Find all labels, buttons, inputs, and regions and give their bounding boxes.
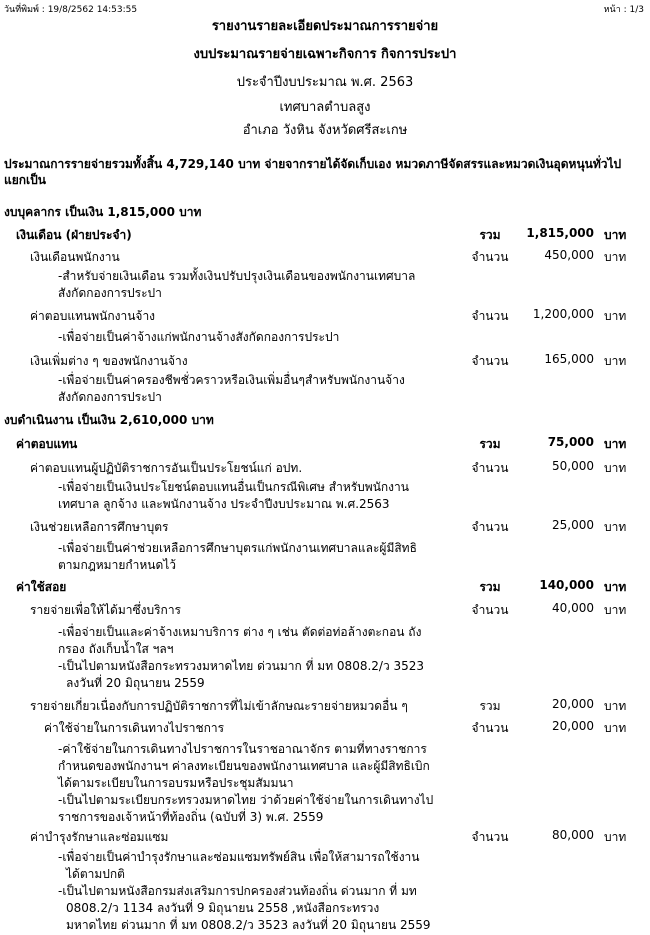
item-education-aid [0, 518, 650, 537]
row-label: เงินเพิ่มต่าง ๆ ของพนักงานจ้าง [30, 354, 188, 368]
note-line: ตามกฎหมายกำหนดไว้ [58, 558, 177, 572]
note-line: -เพื่อจ่ายเป็นค่าจ้างแก่พนักงานจ้างสังกัดกองการประปา [58, 330, 340, 344]
row-amount: 165,000 [544, 352, 594, 366]
row-keyword: จำนวน [471, 520, 509, 534]
note-line: -เป็นไปตามระเบียบกระทรวงมหาดไทย ว่าด้วยค่าใช้จ่ายในการเดินทางไป [58, 793, 434, 807]
row-keyword: รวม [479, 228, 501, 242]
row-amount: 140,000 [539, 578, 594, 592]
note-line: ลงวันที่ 20 มิถุนายน 2559 [66, 676, 205, 690]
page-number: หน้า : 1/3 [603, 5, 644, 15]
note-benefit-pay [58, 479, 458, 513]
item-maintenance [0, 828, 650, 847]
report-subtitle: งบประมาณรายจ่ายเฉพาะกิจการ กิจการประปา [193, 47, 457, 62]
note-line: -เป็นไปตามหนังสือกรมส่งเสริมการปกครองส่วนท้องถิ่น ด่วนมาก ที่ มท [58, 884, 417, 898]
note-line: สังกัดกองการประปา [58, 286, 162, 300]
section-label: งบดำเนินงาน เป็นเงิน 2,610,000 บาท [4, 413, 214, 427]
row-label: เงินเดือน (ฝ่ายประจำ) [16, 228, 132, 242]
item-staff-salary [0, 248, 650, 267]
row-label: ค่าตอบแทนผู้ปฏิบัติราชการอันเป็นประโยชน์แก่ อปท. [30, 461, 303, 475]
row-keyword: จำนวน [471, 603, 509, 617]
item-services [0, 601, 650, 620]
note-line: กรอง ถังเก็บน้ำใส ฯลฯ [58, 642, 174, 656]
note-line: ได้ตามปกติ [66, 867, 125, 881]
row-keyword: จำนวน [471, 309, 509, 323]
row-amount: 1,200,000 [532, 307, 594, 321]
row-unit: บาท [604, 250, 627, 264]
row-label: ค่าตอบแทนพนักงานจ้าง [30, 309, 156, 323]
fiscal-year: ประจำปีงบประมาณ พ.ศ. 2563 [236, 75, 414, 90]
municipality: เทศบาลตำบลสูง [279, 100, 371, 115]
row-unit: บาท [604, 721, 627, 735]
row-label: รายจ่ายเกี่ยวเนื่องกับการปฏิบัติราชการที่ไม่เข้าลักษณะรายจ่ายหมวดอื่น ๆ [30, 699, 408, 713]
row-amount: 40,000 [552, 601, 594, 615]
section-personnel [0, 203, 650, 222]
category-expenses [0, 578, 650, 597]
item-employee-allowance [0, 352, 650, 371]
row-amount: 75,000 [547, 435, 594, 449]
row-amount: 450,000 [544, 248, 594, 262]
item-benefit-pay [0, 459, 650, 478]
row-keyword: รวม [479, 437, 501, 451]
note-line: -ค่าใช้จ่ายในการเดินทางไปราชการในราชอาณาจักร ตามที่ทางราชการ [58, 742, 427, 756]
row-amount: 50,000 [552, 459, 594, 473]
row-unit: บาท [604, 520, 627, 534]
note-line: -เพื่อจ่ายเป็นค่าช่วยเหลือการศึกษาบุตรแก่พนักงานเทศบาลและผู้มีสิทธิ [58, 541, 417, 555]
category-salary [0, 226, 650, 245]
row-unit: บาท [604, 354, 627, 368]
row-label: รายจ่ายเพื่อให้ได้มาซึ่งบริการ [30, 603, 181, 617]
print-date: วันที่พิมพ์ : 19/8/2562 14:53:55 [4, 5, 138, 15]
note-employee-pay [58, 329, 458, 346]
row-amount: 25,000 [552, 518, 594, 532]
row-unit: บาท [604, 228, 627, 242]
row-unit: บาท [604, 699, 627, 713]
report-title: รายงานรายละเอียดประมาณการรายจ่าย [211, 19, 439, 34]
note-line: -เพื่อจ่ายเป็นและค่าจ้างเหมาบริการ ต่าง ๆ เช่น ตัดต่อท่อล้างตะกอน ถัง [58, 625, 422, 639]
note-maintenance [58, 849, 468, 934]
note-line: กำหนดของพนักงานฯ ค่าลงทะเบียนของพนักงานเทศบาล และผู้มีสิทธิเบิก [58, 759, 430, 773]
note-line: -เพื่อจ่ายเป็นค่าบำรุงรักษาและซ่อมแซมทรัพย์สิน เพื่อให้สามารถใช้งาน [58, 850, 420, 864]
row-unit: บาท [604, 461, 627, 475]
item-travel [0, 719, 650, 738]
note-education-aid [58, 540, 458, 574]
item-official-duty [0, 697, 650, 716]
row-unit: บาท [604, 830, 627, 844]
row-amount: 20,000 [552, 719, 594, 733]
row-amount: 80,000 [552, 828, 594, 842]
budget-intro: ประมาณการรายจ่ายรวมทั้งสิ้น 4,729,140 บาท จ่ายจากรายได้จัดเก็บเอง หมวดภาษีจัดสรรและหมวดเงินอุดหนุนทั่วไป แยกเป็น [4, 157, 622, 187]
note-line: ได้ตามระเบียบในการอบรมหรือประชุมสัมมนา [58, 776, 294, 790]
section-operations [0, 411, 650, 430]
note-line: -เป็นไปตามหนังสือกระทรวงมหาดไทย ด่วนมาก ที่ มท 0808.2/ว 3523 [58, 659, 425, 673]
row-label: เงินเดือนพนักงาน [30, 250, 120, 264]
section-label: งบบุคลากร เป็นเงิน 1,815,000 บาท [4, 205, 202, 219]
row-label: เงินช่วยเหลือการศึกษาบุตร [30, 520, 169, 534]
note-line: -เพื่อจ่ายเป็นเงินประโยชน์ตอบแทนอื่นเป็นกรณีพิเศษ สำหรับพนักงาน [58, 480, 409, 494]
note-line: มหาดไทย ด่วนมาก ที่ มท 0808.2/ว 3523 ลงวันที่ 20 มิถุนายน 2559 [66, 918, 431, 932]
note-line: ราชการของเจ้าหน้าที่ท้องถิ่น (ฉบับที่ 3) พ.ศ. 2559 [58, 810, 324, 824]
row-label: ค่าใช้สอย [16, 580, 67, 594]
note-line: -เพื่อจ่ายเป็นค่าครองชีพชั่วคราวหรือเงินเพิ่มอื่นๆสำหรับพนักงานจ้าง [58, 373, 405, 387]
row-keyword: จำนวน [471, 721, 509, 735]
row-keyword: จำนวน [471, 830, 509, 844]
row-unit: บาท [604, 309, 627, 323]
row-amount: 20,000 [552, 697, 594, 711]
row-unit: บาท [604, 603, 627, 617]
note-line: 0808.2/ว 1134 ลงวันที่ 9 มิถุนายน 2558 ,หนังสือกระทรวง [66, 901, 380, 915]
row-label: ค่าบำรุงรักษาและซ่อมแซม [30, 830, 169, 844]
note-staff-salary [58, 268, 458, 302]
row-keyword: รวม [479, 580, 501, 594]
row-unit: บาท [604, 437, 627, 451]
note-line: เทศบาล ลูกจ้าง และพนักงานจ้าง ประจำปีงบประมาณ พ.ศ.2563 [58, 497, 390, 511]
note-employee-allowance [58, 372, 458, 406]
note-services [58, 624, 458, 692]
note-line: สังกัดกองการประปา [58, 390, 162, 404]
row-keyword: จำนวน [471, 250, 509, 264]
row-unit: บาท [604, 580, 627, 594]
note-travel [58, 741, 468, 826]
row-label: ค่าตอบแทน [16, 437, 78, 451]
district-province: อำเภอ วังหิน จังหวัดศรีสะเกษ [242, 123, 408, 138]
note-line: -สำหรับจ่ายเงินเดือน รวมทั้งเงินปรับปรุงเงินเดือนของพนักงานเทศบาล [58, 269, 416, 283]
row-keyword: จำนวน [471, 354, 509, 368]
row-keyword: จำนวน [471, 461, 509, 475]
row-amount: 1,815,000 [526, 226, 594, 240]
row-keyword: รวม [479, 699, 501, 713]
row-label: ค่าใช้จ่ายในการเดินทางไปราชการ [44, 721, 225, 735]
item-employee-pay [0, 307, 650, 326]
category-compensation [0, 435, 650, 454]
